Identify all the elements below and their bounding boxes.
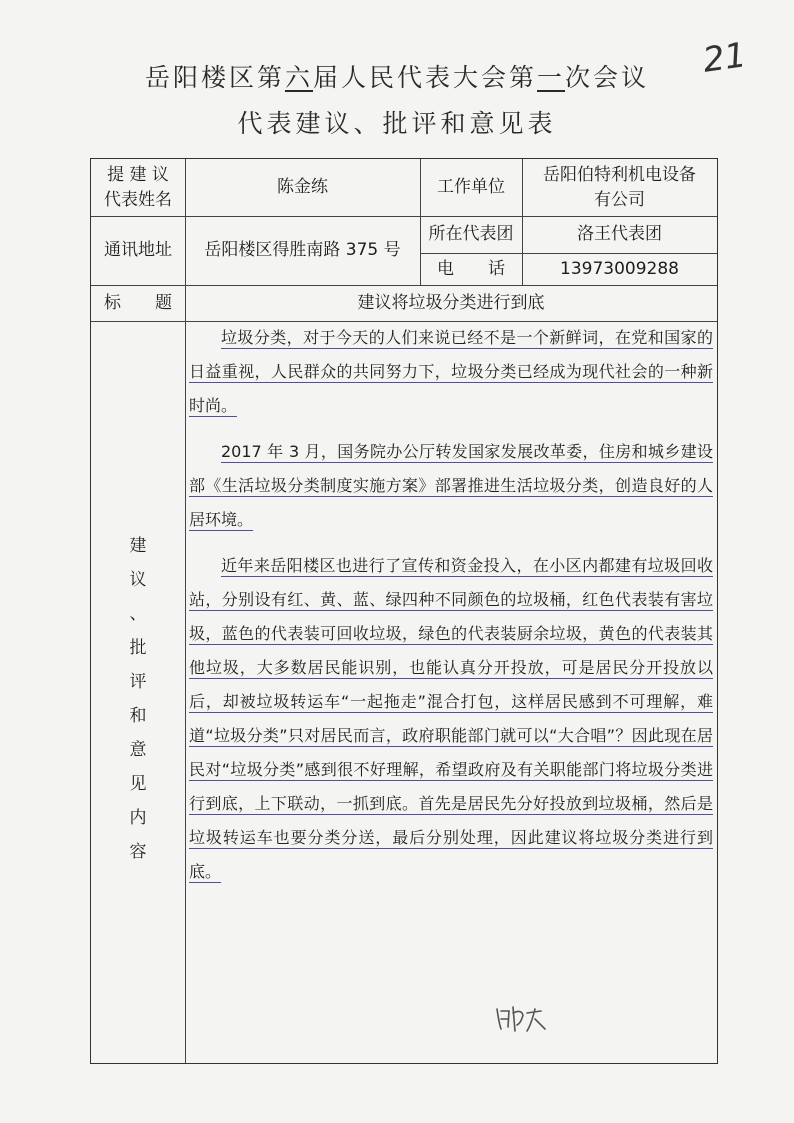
content-label: 建 议 、 批 评 和 意 见 内 容 — [129, 536, 147, 862]
proposal-form — [90, 158, 718, 1064]
meeting-number: 一 — [537, 63, 566, 92]
paragraph: 近年来岳阳楼区也进行了宣传和资金投入，在小区内都建有垃圾回收站，分别设有红、黄、蓝、绿四种不同颜色的垃圾桶，红色代表装有害垃圾，蓝色的代表装可回收垃圾，绿色的代表装厨余垃圾，黄色的代表装其他垃圾，大多数居民能识别，也能认真分开投放，可是居民分开投放以后，却被垃圾转运车“一起拖走”混合打包，这样居民感到不可理解，难道“垃圾分类”只对居民而言，政府职能部门就可以“大合唱”？因此现在居民对“垃圾分类”感到很不好理解，希望政府及有关职能部门将垃圾分类进行到底，上下联动，一抓到底。首先是居民先分好投放到垃圾桶，然后是垃圾转运车也要分类分送，最后分别处理，因此建议将垃圾分类进行到底。 — [189, 556, 713, 881]
phone-value: 13973009288 — [560, 258, 679, 279]
session-number: 六 — [284, 63, 313, 92]
work-unit-label: 工作单位 — [437, 177, 505, 197]
page-number: 21 — [700, 35, 749, 81]
document-title-line2: 代表建议、批评和意见表 — [237, 109, 557, 138]
paragraph: 2017 年 3 月，国务院办公厅转发国家发展改革委，住房和城乡建设部《生活垃圾分类制度实施方案》部署推进生活垃圾分类，创造良好的人居环境。 — [189, 442, 713, 529]
delegation-value: 洛王代表团 — [577, 224, 662, 244]
work-unit-value: 岳阳伯特利机电设备 有公司 — [543, 164, 696, 210]
phone-label: 电 话 — [437, 258, 505, 279]
proposer-name: 陈金练 — [277, 177, 328, 197]
delegation-label: 所在代表团 — [428, 224, 514, 244]
proposer-label: 提 建 议 代表姓名 — [104, 164, 172, 210]
signature-mark — [491, 999, 551, 1039]
document-title-line1: 岳阳楼区第六届人民代表大会第一次会议 — [144, 63, 650, 92]
subject-label: 标 题 — [104, 292, 172, 313]
paragraph: 垃圾分类，对于今天的人们来说已经不是一个新鲜词，在党和国家的日益重视，人民群众的共同努力下，垃圾分类已经成为现代社会的一种新时尚。 — [189, 328, 713, 415]
subject-value: 建议将垃圾分类进行到底 — [357, 292, 545, 313]
proposal-content — [189, 321, 713, 901]
address-label: 通讯地址 — [104, 240, 172, 260]
address-value: 岳阳楼区得胜南路 375 号 — [204, 240, 401, 260]
